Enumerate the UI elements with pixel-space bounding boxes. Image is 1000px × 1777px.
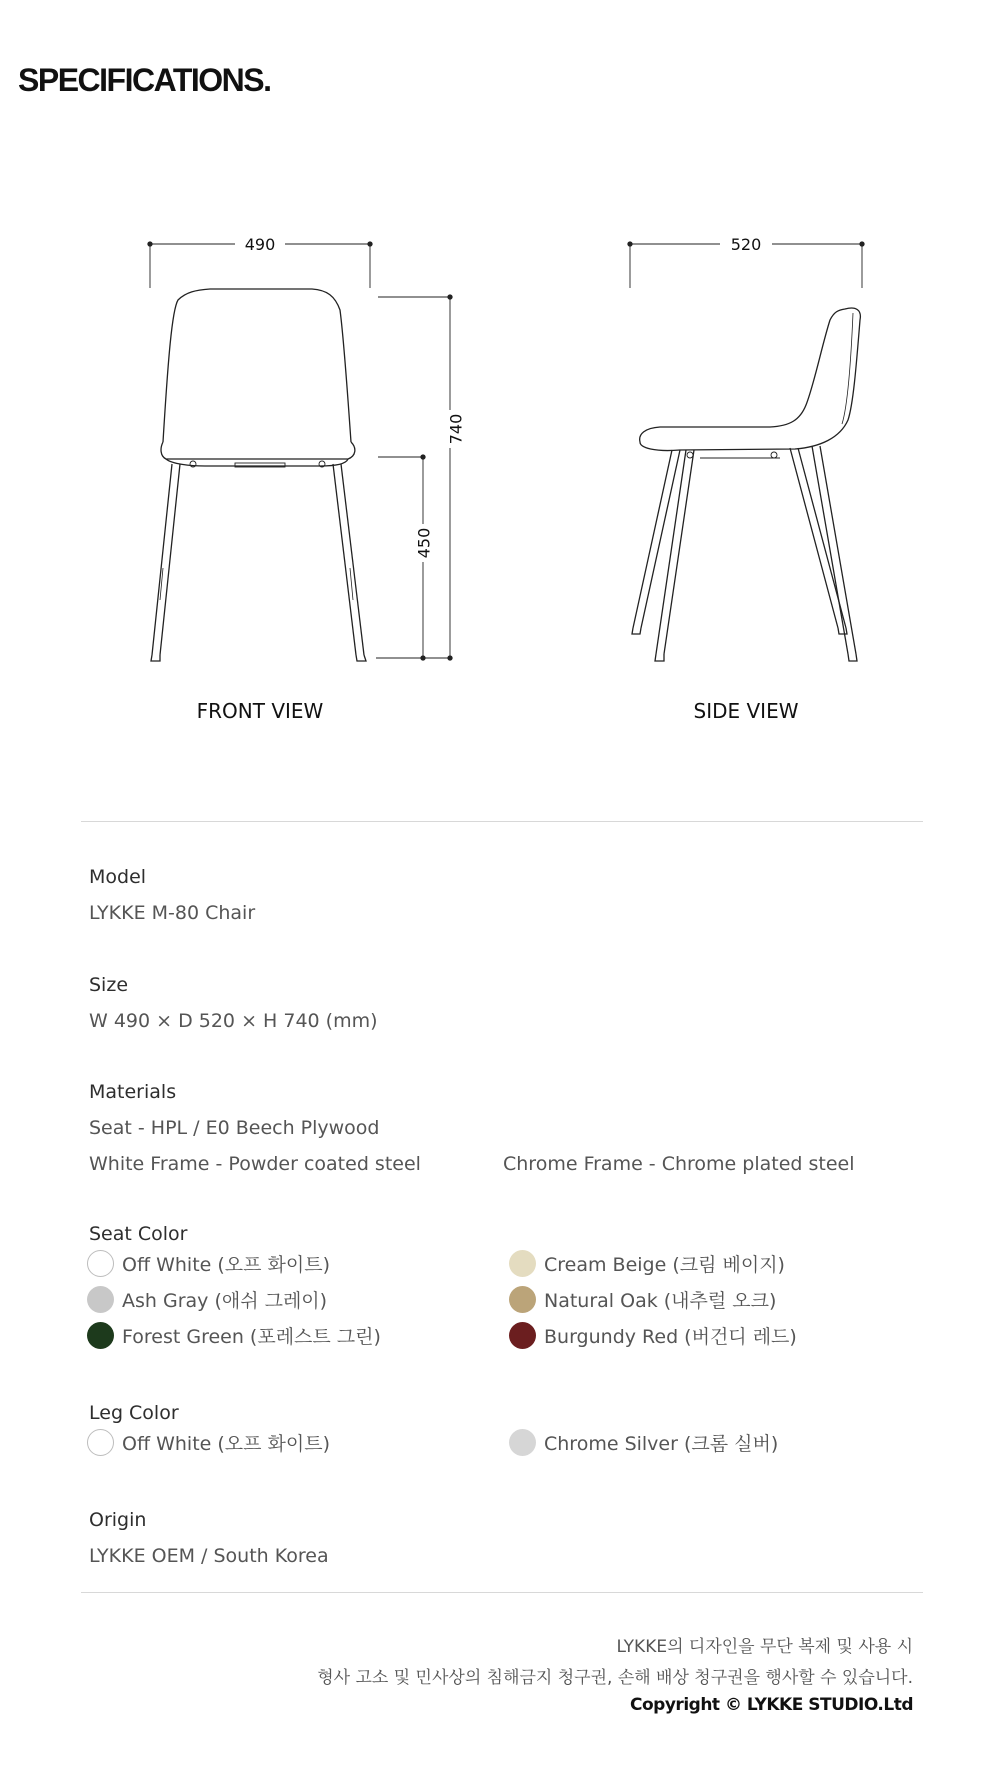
seat-color-name: Off White (오프 화이트) [122, 1254, 331, 1276]
spec-origin-label: Origin [89, 1509, 147, 1531]
seat-color-option [87, 1286, 327, 1313]
leg-color-name: Chrome Silver (크롬 실버) [544, 1433, 779, 1455]
seat-color-name: Burgundy Red (버건디 레드) [544, 1326, 797, 1348]
front-width-dimension: 490 [244, 235, 276, 254]
seat-color-swatch [87, 1286, 114, 1313]
spec-size-label: Size [89, 974, 129, 996]
front-view-label: FRONT VIEW [196, 699, 324, 723]
seat-height-dimension: 450 [414, 527, 434, 559]
spec-model-value: LYKKE M-80 Chair [89, 902, 256, 924]
spec-materials-chrome-frame: Chrome Frame - Chrome plated steel [503, 1153, 855, 1175]
spec-model-label: Model [89, 866, 147, 888]
seat-color-swatch [87, 1322, 114, 1349]
side-view-label: SIDE VIEW [693, 699, 799, 723]
seat-color-option [87, 1322, 381, 1349]
leg-color-swatch [509, 1429, 536, 1456]
spec-size [89, 974, 929, 1032]
footer-copyright: Copyright © LYKKE STUDIO.Ltd [630, 1695, 913, 1715]
spec-materials-white-frame: White Frame - Powder coated steel [89, 1153, 421, 1175]
page-title: SPECIFICATIONS. [18, 62, 271, 98]
footer-notice-line-2: 형사 고소 및 민사상의 침해금지 청구권, 손해 배상 청구권을 행사할 수 있습니다. [317, 1668, 913, 1688]
spec-size-value: W 490 × D 520 × H 740 (mm) [89, 1010, 378, 1032]
seat-color-name: Cream Beige (크림 베이지) [544, 1254, 785, 1276]
seat-color-swatch [509, 1286, 536, 1313]
spec-seat-color-label: Seat Color [89, 1223, 188, 1245]
leg-color-name: Off White (오프 화이트) [122, 1433, 331, 1455]
chair-technical-drawing [0, 180, 1000, 740]
spec-leg-color-label: Leg Color [89, 1402, 179, 1424]
spec-origin [89, 1509, 929, 1567]
seat-color-name: Natural Oak (내추럴 오크) [544, 1290, 777, 1312]
spec-materials-label: Materials [89, 1081, 177, 1103]
front-height-dimension: 740 [446, 413, 466, 445]
spec-leg-color [89, 1402, 929, 1455]
leg-color-option [87, 1429, 330, 1456]
seat-color-option [509, 1322, 797, 1349]
seat-color-option [509, 1286, 776, 1313]
seat-color-swatch [509, 1322, 536, 1349]
spec-materials-seat: Seat - HPL / E0 Beech Plywood [89, 1117, 380, 1139]
divider-bottom [81, 1592, 923, 1593]
spec-materials [89, 1081, 929, 1175]
spec-seat-color [89, 1223, 929, 1348]
spec-model [89, 866, 929, 924]
seat-color-swatch [509, 1250, 536, 1277]
seat-color-option [509, 1250, 785, 1277]
spec-origin-value: LYKKE OEM / South Korea [89, 1545, 329, 1567]
seat-color-name: Ash Gray (애쉬 그레이) [122, 1290, 328, 1312]
leg-color-swatch [87, 1429, 114, 1456]
leg-color-option [509, 1429, 778, 1456]
seat-color-option [87, 1250, 330, 1277]
seat-color-swatch [87, 1250, 114, 1277]
divider-top [81, 821, 923, 822]
footer-notice-line-1: LYKKE의 디자인을 무단 복제 및 사용 시 [616, 1637, 913, 1657]
side-depth-dimension: 520 [730, 235, 762, 254]
side-view-drawing [628, 242, 864, 661]
front-view-drawing [148, 242, 452, 661]
seat-color-name: Forest Green (포레스트 그린) [122, 1326, 381, 1348]
